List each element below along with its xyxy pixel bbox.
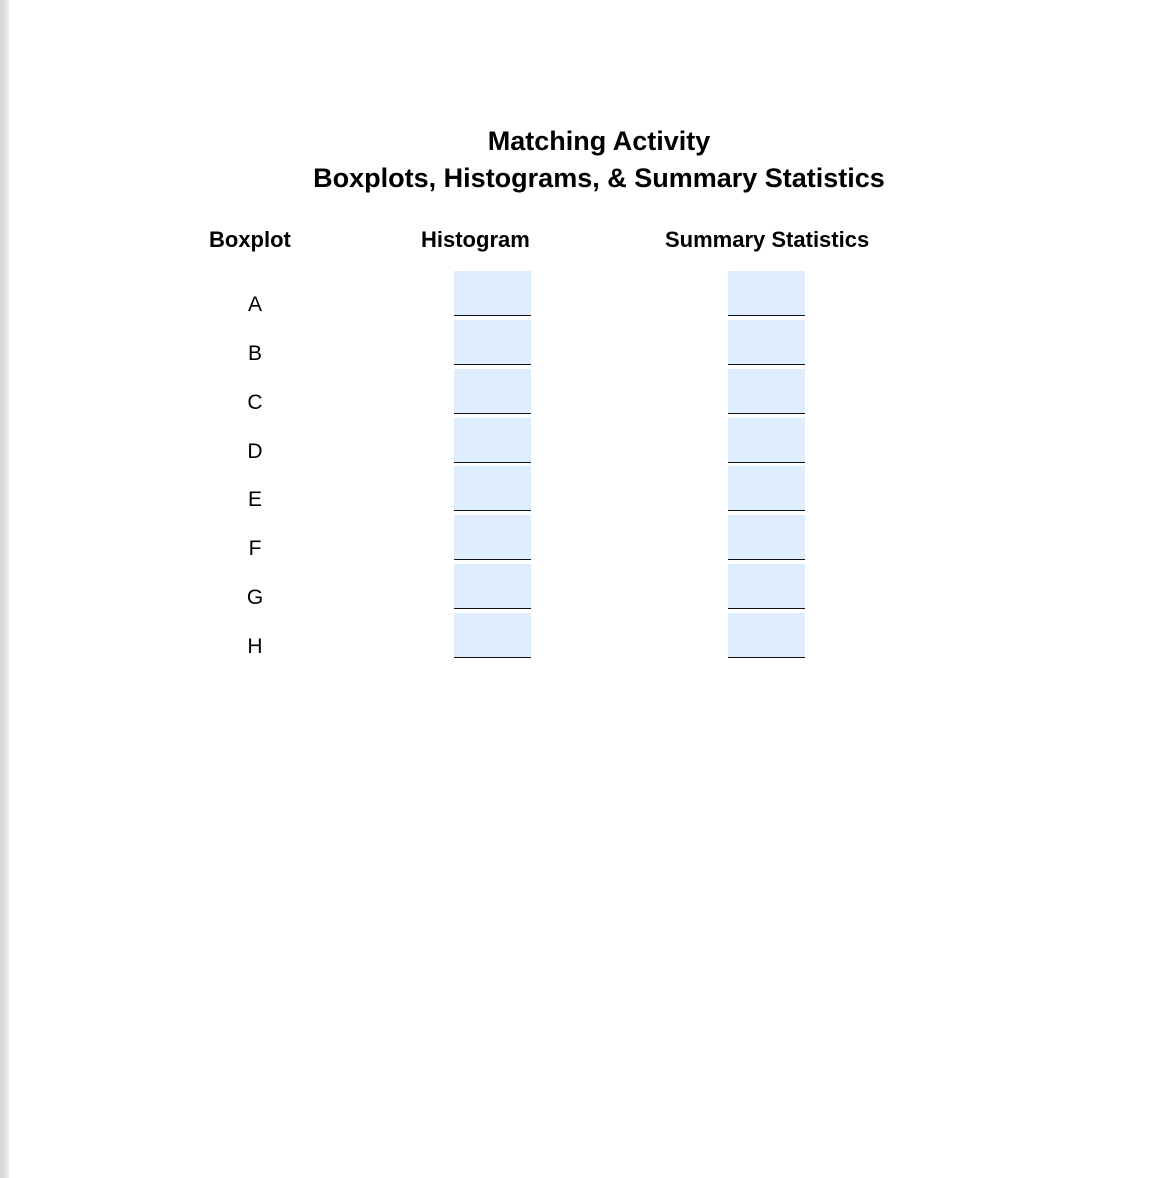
boxplot-letter: F (248, 537, 262, 560)
page-subtitle: Boxplots, Histograms, & Summary Statistics (313, 163, 885, 193)
column-header-summary-statistics: Summary Statistics (665, 227, 870, 252)
summary-answer-field[interactable] (728, 369, 805, 414)
summary-answer-field[interactable] (728, 271, 805, 316)
histogram-answer-field[interactable] (454, 369, 531, 414)
summary-answer-field[interactable] (728, 466, 805, 511)
histogram-answer-field[interactable] (454, 515, 531, 560)
boxplot-letter: H (247, 635, 263, 658)
histogram-answer-field[interactable] (454, 466, 531, 511)
histogram-answer-field[interactable] (454, 564, 531, 609)
boxplot-letter: G (246, 586, 264, 609)
histogram-answer-field[interactable] (454, 320, 531, 365)
boxplot-letter: A (247, 293, 262, 316)
histogram-answer-field[interactable] (454, 271, 531, 316)
column-header-histogram: Histogram (421, 227, 530, 252)
boxplot-letter: E (247, 488, 262, 511)
page-left-shadow (0, 0, 9, 1178)
boxplot-letter: B (247, 342, 262, 365)
summary-answer-field[interactable] (728, 515, 805, 560)
summary-answer-field[interactable] (728, 564, 805, 609)
boxplot-letter: D (247, 440, 263, 463)
page-title: Matching Activity (487, 126, 711, 156)
column-header-boxplot: Boxplot (209, 227, 291, 252)
summary-answer-field[interactable] (728, 320, 805, 365)
histogram-answer-field[interactable] (454, 613, 531, 658)
page (9, 0, 1170, 1178)
histogram-answer-field[interactable] (454, 418, 531, 463)
summary-answer-field[interactable] (728, 613, 805, 658)
summary-answer-field[interactable] (728, 418, 805, 463)
boxplot-letter: C (247, 391, 263, 414)
